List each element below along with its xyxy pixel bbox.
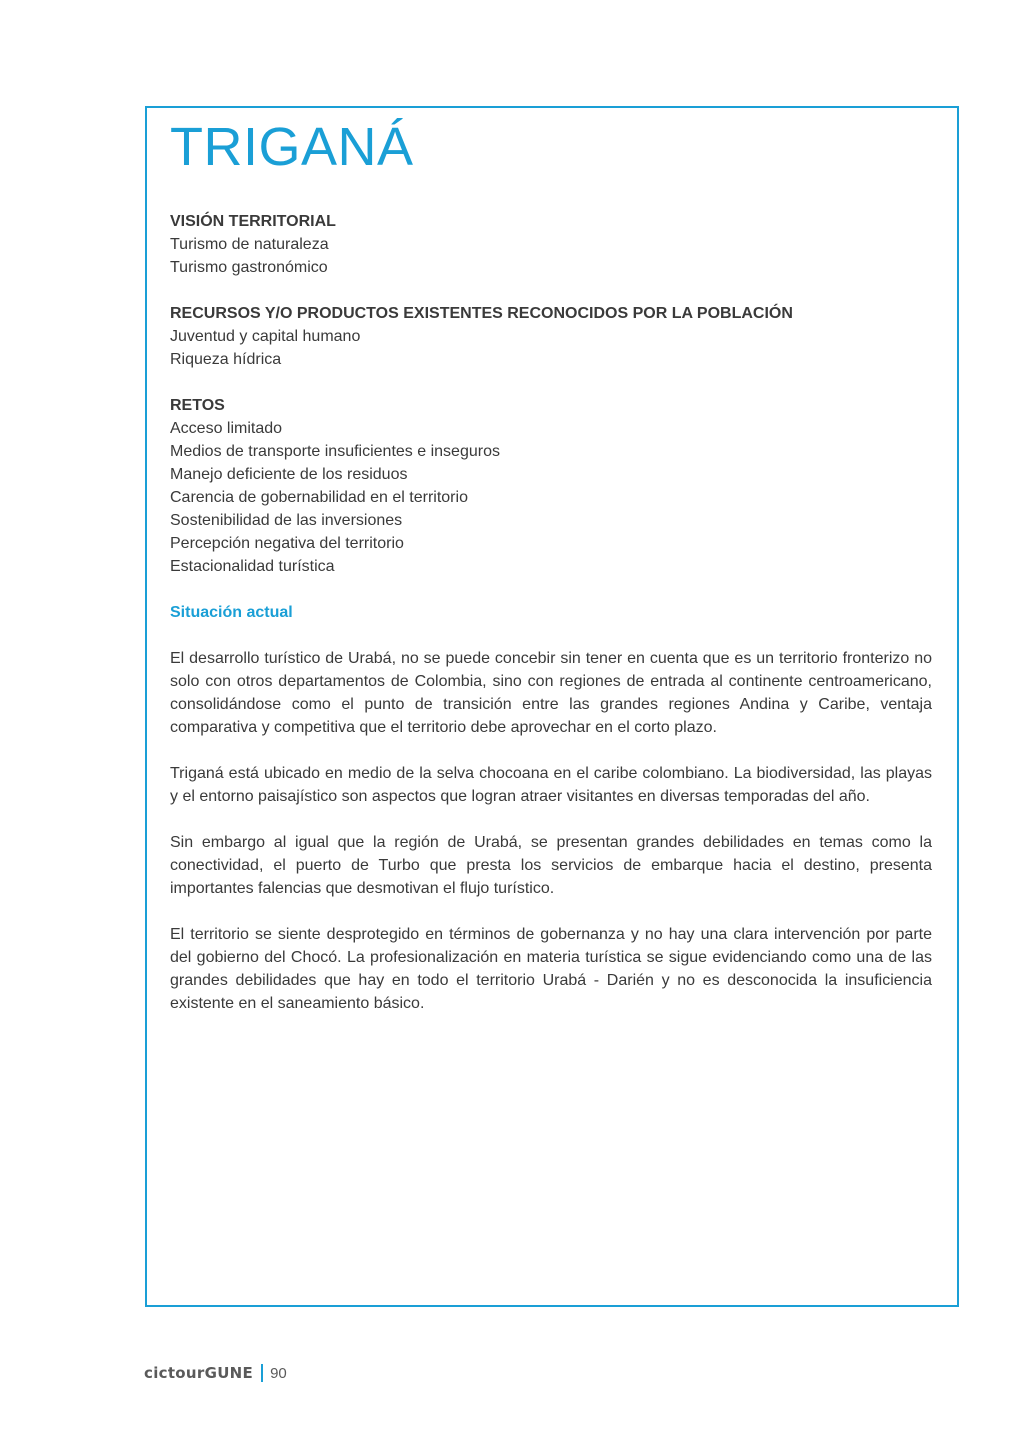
page-content [170, 112, 932, 1038]
situation-heading: Situación actual [170, 604, 293, 621]
list-item: Riqueza hídrica [170, 351, 282, 368]
list-item: Turismo de naturaleza [170, 236, 329, 253]
paragraph: El desarrollo turístico de Urabá, no se puede concebir sin tener en cuenta que es un territorio fronterizo no solo con otros departamentos de Colombia, sino con regiones de entrada al continente centroamericano, consolidándose como el punto de transición entre las grandes regiones Andina y Caribe, ventaja comparativa y competitiva que el territorio debe aprovechar en el corto plazo. [170, 650, 932, 736]
page-footer [144, 1362, 287, 1384]
list-item: Acceso limitado [170, 420, 283, 437]
list-item: Estacionalidad turística [170, 558, 335, 575]
cictourgune-logo: cictourGUNE [144, 1364, 254, 1382]
section-heading: RECURSOS Y/O PRODUCTOS EXISTENTES RECONOCIDOS POR LA POBLACIÓN [170, 305, 793, 322]
list-item: Manejo deficiente de los residuos [170, 466, 408, 483]
footer-divider [261, 1364, 263, 1382]
list-item: Turismo gastronómico [170, 259, 328, 276]
page-title: TRIGANÁ [170, 117, 414, 177]
paragraph: El territorio se siente desprotegido en términos de gobernanza y no hay una clara intervención por parte del gobierno del Chocó. La profesionalización en materia turística se sigue evidenciando como una de las grandes debilidades que hay en todo el territorio Urabá - Darién y no es desconocida la insuficiencia existente en el saneamiento básico. [170, 926, 932, 1012]
page-number: 90 [270, 1364, 287, 1382]
list-item: Carencia de gobernabilidad en el territorio [170, 489, 468, 506]
list-item: Juventud y capital humano [170, 328, 361, 345]
list-item: Medios de transporte insuficientes e inseguros [170, 443, 500, 460]
paragraph: Triganá está ubicado en medio de la selva chocoana en el caribe colombiano. La biodiversidad, las playas y el entorno paisajístico son aspectos que logran atraer visitantes en diversas temporadas del año. [170, 765, 932, 805]
section-heading: RETOS [170, 397, 225, 414]
section-resources [170, 302, 932, 371]
list-item: Sostenibilidad de las inversiones [170, 512, 403, 529]
paragraph: Sin embargo al igual que la región de Urabá, se presentan grandes debilidades en temas como la conectividad, el puerto de Turbo que presta los servicios de embarque hacia el destino, presenta importantes falencias que desmotivan el flujo turístico. [170, 834, 932, 897]
list-item: Percepción negativa del territorio [170, 535, 404, 552]
section-challenges [170, 394, 932, 578]
section-heading: VISIÓN TERRITORIAL [170, 213, 336, 230]
section-vision [170, 210, 932, 279]
